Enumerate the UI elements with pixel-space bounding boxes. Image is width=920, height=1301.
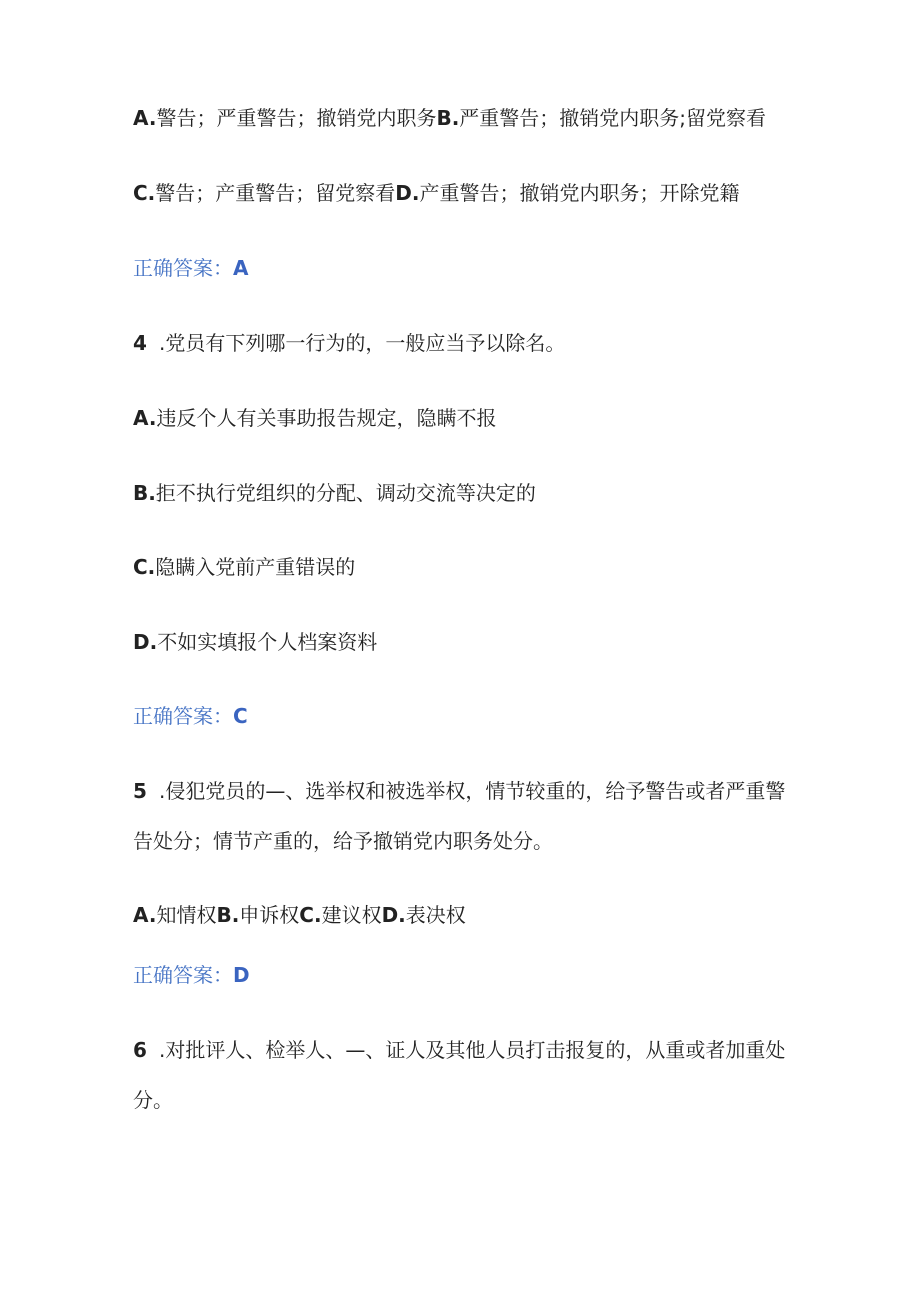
q4-option-c	[133, 554, 355, 580]
option-text: 违反个人有关事助报告规定，隐瞒不报	[156, 406, 497, 430]
q5-options	[133, 902, 466, 928]
q4-option-d	[133, 629, 377, 655]
question-number: 4	[133, 331, 147, 355]
answer-label: 正确答案：	[133, 963, 233, 987]
option-text: 警告；严重警告；撤销党内职务	[156, 106, 437, 130]
question-text: 分。	[133, 1088, 173, 1112]
option-text: 警告；产重警告；留党察看	[155, 181, 396, 205]
option-letter: B.	[216, 903, 240, 927]
option-letter: C.	[133, 181, 156, 205]
question-text: .对批评人、检举人、—、证人及其他人员打击报复的，从重或者加重处	[159, 1038, 786, 1062]
option-letter: D.	[395, 181, 420, 205]
q4-answer	[133, 703, 248, 729]
question-text: 告处分；情节产重的，给予撤销党内职务处分。	[133, 829, 553, 853]
option-letter: A.	[133, 106, 157, 130]
q3-answer	[133, 255, 248, 281]
option-text: 不如实填报个人档案资料	[157, 630, 378, 654]
q4-stem	[133, 330, 565, 356]
answer-value: C	[233, 704, 248, 728]
q5-answer	[133, 962, 250, 988]
q6-stem-line1	[133, 1037, 785, 1063]
option-letter: C.	[133, 555, 156, 579]
q3-options-cd	[133, 180, 739, 206]
option-letter: A.	[133, 406, 157, 430]
option-letter: D.	[133, 630, 158, 654]
q6-stem-line2	[133, 1087, 173, 1113]
answer-label: 正确答案：	[133, 704, 233, 728]
question-text: .党员有下列哪一行为的，一般应当予以除名。	[159, 331, 566, 355]
option-letter: A.	[133, 903, 157, 927]
question-number: 6	[133, 1038, 147, 1062]
option-letter: C.	[299, 903, 322, 927]
q3-options-ab	[133, 105, 766, 131]
option-letter: B.	[436, 106, 460, 130]
option-text: 表决权	[405, 903, 466, 927]
answer-value: D	[233, 963, 250, 987]
q5-stem-line2	[133, 828, 553, 854]
option-text: 隐瞒入党前产重错误的	[155, 555, 356, 579]
q4-option-b	[133, 480, 536, 506]
option-text: 产重警告；撤销党内职务；开除党籍	[419, 181, 740, 205]
option-letter: B.	[133, 481, 156, 505]
option-text: 拒不执行党组织的分配、调动交流等决定的	[155, 481, 536, 505]
option-text: 申诉权	[239, 903, 300, 927]
answer-label: 正确答案：	[133, 256, 233, 280]
question-number: 5	[133, 779, 147, 803]
option-letter: D.	[381, 903, 406, 927]
option-text: 建议权	[321, 903, 382, 927]
q5-stem-line1	[133, 778, 785, 804]
option-text: 知情权	[156, 903, 217, 927]
question-text: .侵犯党员的—、选举权和被选举权，情节较重的，给予警告或者严重警	[159, 779, 786, 803]
answer-value: A	[233, 256, 249, 280]
option-text: 严重警告；撤销党内职务;留党察看	[459, 106, 767, 130]
q4-option-a	[133, 405, 496, 431]
